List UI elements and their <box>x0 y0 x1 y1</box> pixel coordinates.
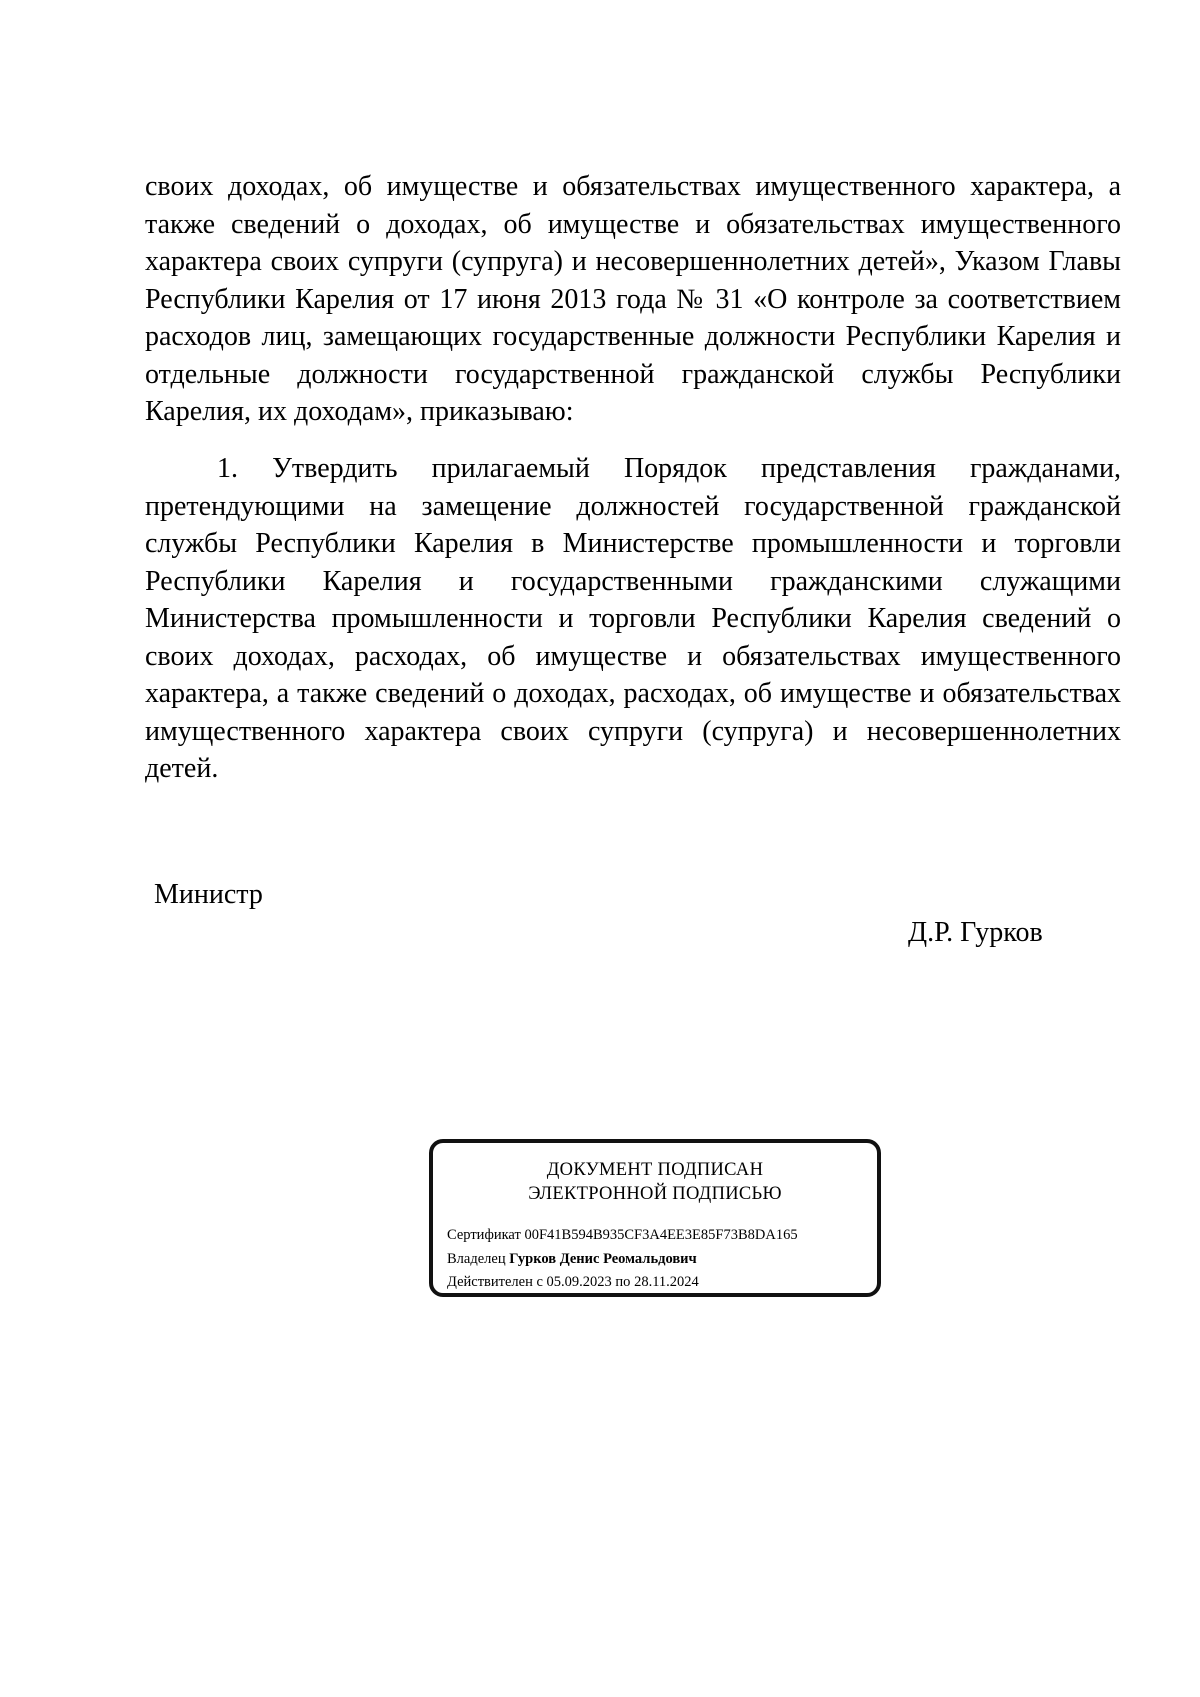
paragraph-continuation: своих доходах, об имуществе и обязательствах имущественного характера, а также сведений о доходах, об имуществе и обязательствах имущественного характера своих супруги (супруга) и несовершеннолетних детей», Указом Главы Республики Карелия от 17 июня 2013 года № 31 «О контроле за соответствием расходов лиц, замещающих государственные должности Республики Карелия и отдельные должности государственной гражданской службы Республики Карелия, их доходам», приказываю: <box>145 171 1121 427</box>
signatory-name: Д.Р. Гурков <box>908 917 1043 948</box>
valid-from-label: Действителен с <box>447 1274 543 1290</box>
stamp-title-line-1: ДОКУМЕНТ ПОДПИСАН <box>546 1160 764 1180</box>
valid-from-date: 05.09.2023 <box>546 1274 612 1290</box>
certificate-value: 00F41B594B935CF3A4EE3E85F73B8DA165 <box>524 1227 798 1243</box>
stamp-owner-row <box>447 1249 697 1269</box>
stamp-validity-row <box>447 1272 699 1292</box>
owner-label: Владелец <box>447 1251 506 1267</box>
owner-value: Гурков Денис Реомальдович <box>509 1251 697 1267</box>
paragraph-item-1: 1. Утвердить прилагаемый Порядок представления гражданами, претендующими на замещение должностей государственной гражданской службы Республики Карелия в Министерстве промышленности и торговли Республики Карелия и государственными гражданскими служащими Министерства промышленности и торговли Республики Карелия сведений о своих доходах, расходах, об имуществе и обязательствах имущественного характера, а также сведений о доходах, расходах, об имуществе и обязательствах имущественного характера своих супруги (супруга) и несовершеннолетних детей. <box>145 453 1121 784</box>
signatory-role: Министр <box>154 879 263 910</box>
valid-to-label: по <box>615 1274 631 1290</box>
stamp-title-line-2: ЭЛЕКТРОННОЙ ПОДПИСЬЮ <box>528 1184 782 1204</box>
stamp-certificate-row <box>447 1225 798 1245</box>
certificate-label: Сертификат <box>447 1227 521 1243</box>
electronic-signature-stamp <box>429 1139 881 1297</box>
valid-to-date: 28.11.2024 <box>634 1274 699 1290</box>
